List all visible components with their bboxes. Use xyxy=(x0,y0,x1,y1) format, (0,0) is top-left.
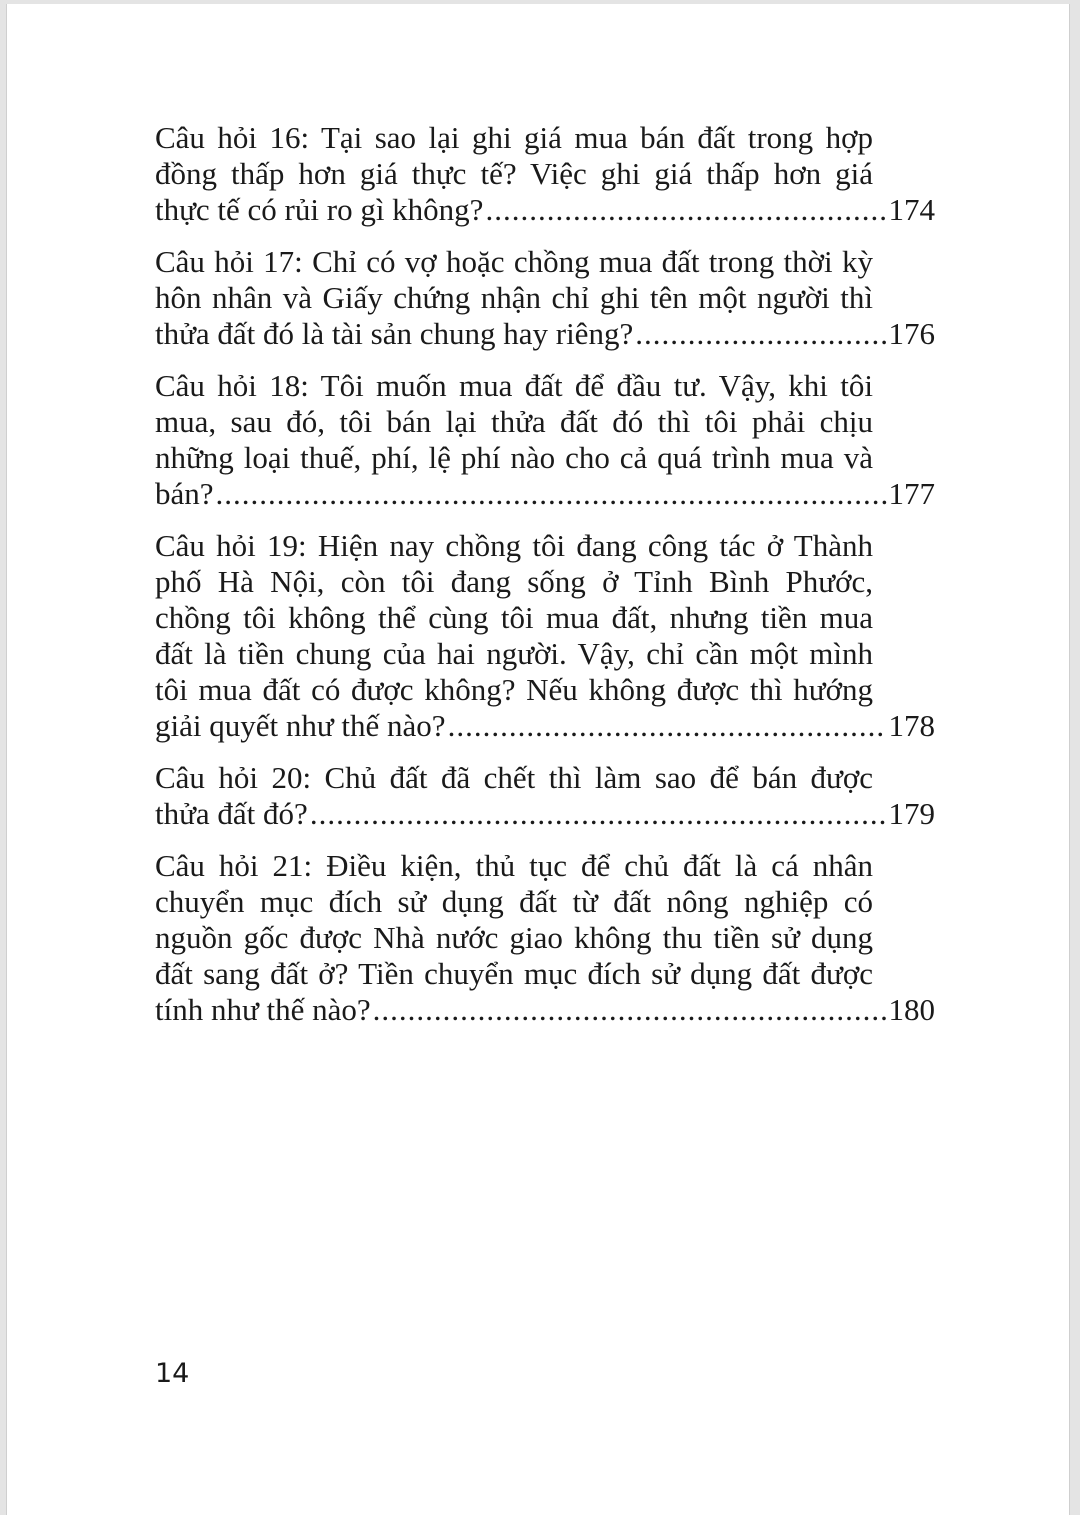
entry-line: chồng tôi không thể cùng tôi mua đất, nhưng tiền mua xyxy=(155,600,873,635)
entry-last-line xyxy=(155,992,935,1028)
table-of-contents xyxy=(155,120,935,1044)
toc-entry-19 xyxy=(155,528,935,744)
entry-line: nguồn gốc được Nhà nước giao không thu tiền sử dụng xyxy=(155,920,873,955)
entry-line: Câu hỏi 17: Chỉ có vợ hoặc chồng mua đất trong thời kỳ xyxy=(155,244,873,279)
entry-text: thực tế có rủi ro gì không? xyxy=(155,192,484,227)
entry-line: hôn nhân và Giấy chứng nhận chỉ ghi tên một người thì xyxy=(155,280,873,315)
entry-line: đồng thấp hơn giá thực tế? Việc ghi giá thấp hơn giá xyxy=(155,156,873,191)
entry-text: giải quyết như thế nào? xyxy=(155,708,446,743)
dot-leader xyxy=(635,316,886,352)
entry-text: thửa đất đó? xyxy=(155,796,308,831)
page-number: 14 xyxy=(155,1358,190,1389)
entry-line: tôi mua đất có được không? Nếu không được thì hướng xyxy=(155,672,873,707)
entry-line: những loại thuế, phí, lệ phí nào cho cả quá trình mua và xyxy=(155,440,873,475)
book-page xyxy=(6,4,1070,1515)
entry-line: đất là tiền chung của hai người. Vậy, chỉ cần một mình xyxy=(155,636,873,671)
entry-text: thửa đất đó là tài sản chung hay riêng? xyxy=(155,316,634,351)
dot-leader xyxy=(216,476,887,512)
entry-page-number: 177 xyxy=(888,476,935,511)
entry-last-line xyxy=(155,476,935,512)
entry-line: Câu hỏi 19: Hiện nay chồng tôi đang công tác ở Thành xyxy=(155,528,873,563)
entry-last-line xyxy=(155,796,935,832)
entry-text: tính như thế nào? xyxy=(155,992,371,1027)
dot-leader xyxy=(485,192,886,228)
dot-leader xyxy=(448,708,887,744)
entry-line: Câu hỏi 21: Điều kiện, thủ tục để chủ đất là cá nhân xyxy=(155,848,873,883)
entry-line: mua, sau đó, tôi bán lại thửa đất đó thì tôi phải chịu xyxy=(155,404,873,439)
dot-leader xyxy=(310,796,887,832)
toc-entry-17 xyxy=(155,244,935,352)
entry-page-number: 180 xyxy=(888,992,935,1027)
entry-line: phố Hà Nội, còn tôi đang sống ở Tỉnh Bình Phước, xyxy=(155,564,873,599)
dot-leader xyxy=(373,992,887,1028)
toc-entry-21 xyxy=(155,848,935,1028)
entry-line: Câu hỏi 20: Chủ đất đã chết thì làm sao để bán được xyxy=(155,760,873,795)
toc-entry-20 xyxy=(155,760,935,832)
entry-last-line xyxy=(155,192,935,228)
entry-text: bán? xyxy=(155,476,214,511)
entry-line: Câu hỏi 16: Tại sao lại ghi giá mua bán đất trong hợp xyxy=(155,120,873,155)
toc-entry-16 xyxy=(155,120,935,228)
entry-line: Câu hỏi 18: Tôi muốn mua đất để đầu tư. Vậy, khi tôi xyxy=(155,368,873,403)
toc-entry-18 xyxy=(155,368,935,512)
entry-page-number: 176 xyxy=(888,316,935,351)
entry-line: chuyển mục đích sử dụng đất từ đất nông nghiệp có xyxy=(155,884,873,919)
entry-last-line xyxy=(155,708,935,744)
entry-line: đất sang đất ở? Tiền chuyển mục đích sử dụng đất được xyxy=(155,956,873,991)
entry-last-line xyxy=(155,316,935,352)
entry-page-number: 179 xyxy=(888,796,935,831)
entry-page-number: 178 xyxy=(888,708,935,743)
entry-page-number: 174 xyxy=(888,192,935,227)
